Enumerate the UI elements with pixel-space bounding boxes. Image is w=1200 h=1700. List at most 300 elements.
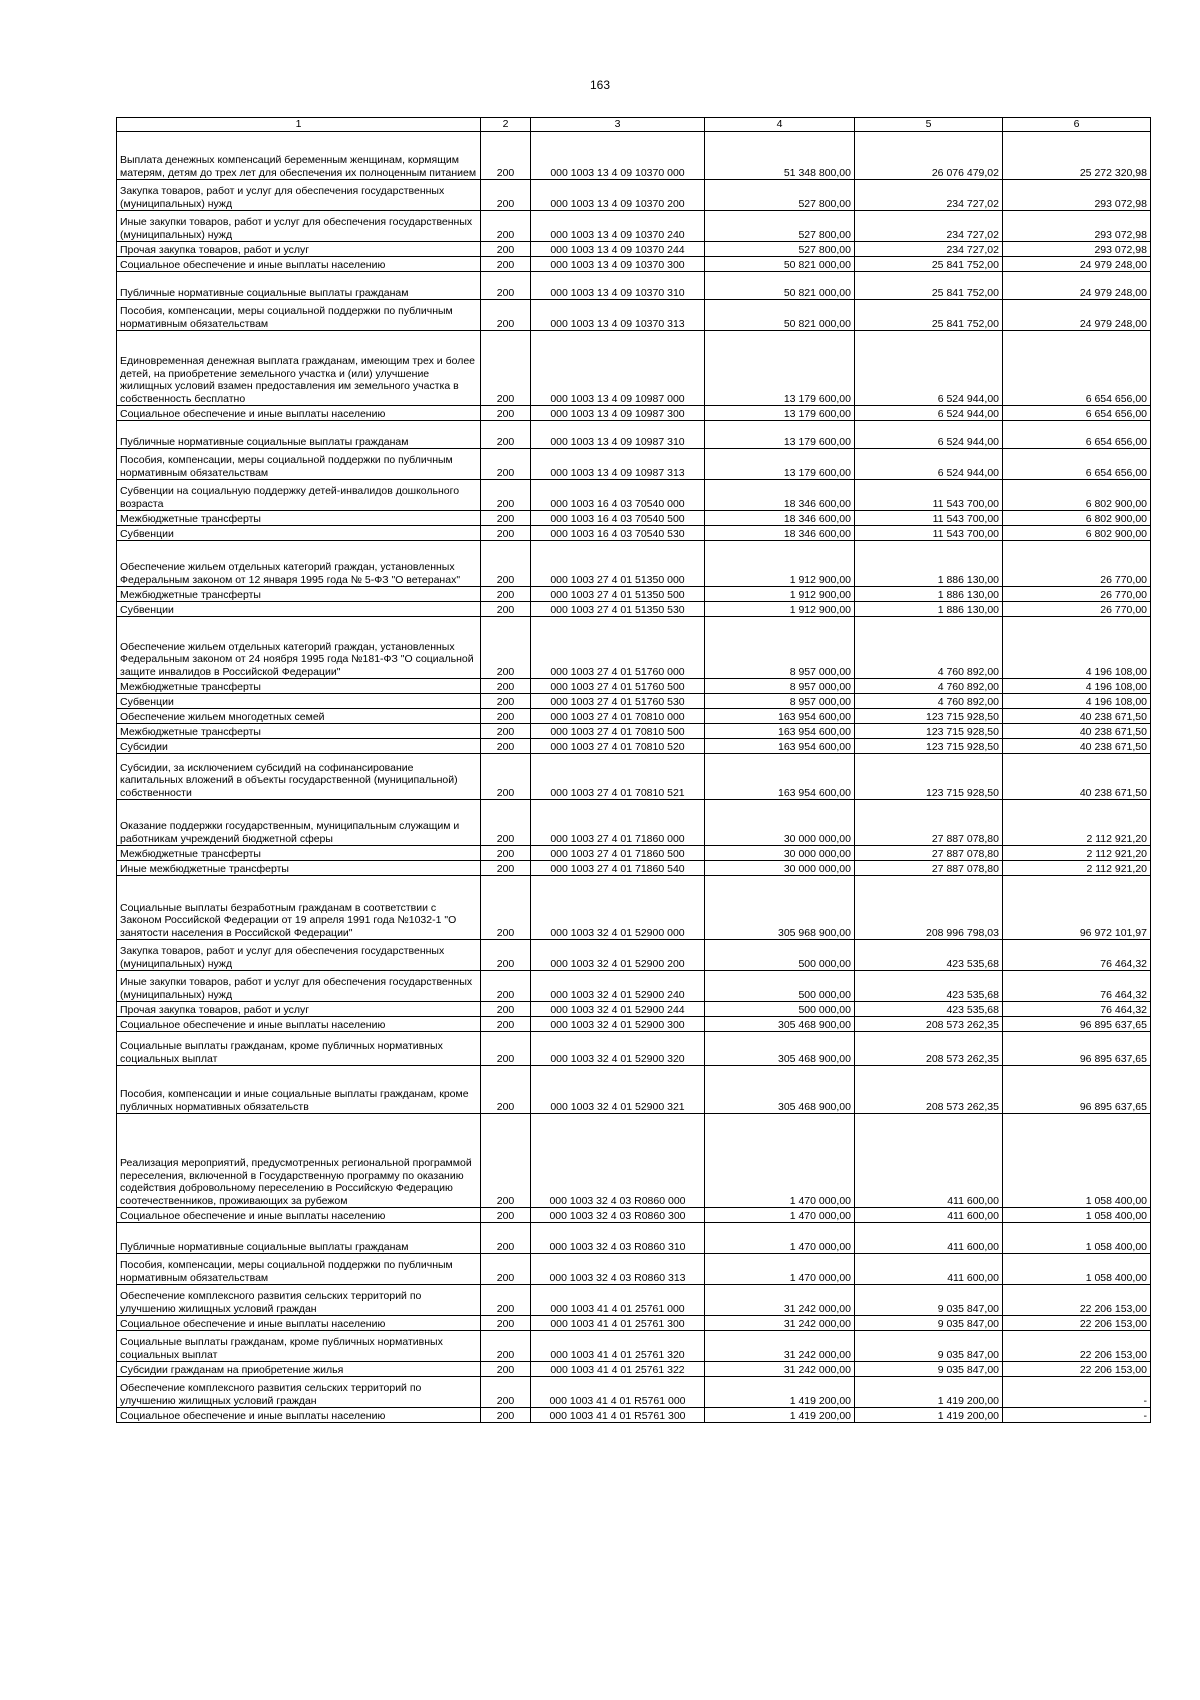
row-budget-code-cell: 000 1003 27 4 01 51350 500 [531, 587, 705, 602]
row-approved-amount-cell: 50 821 000,00 [705, 272, 855, 300]
row-line-code-cell: 200 [481, 1254, 531, 1285]
row-unexecuted-amount-cell: 96 895 637,65 [1003, 1066, 1151, 1114]
row-budget-code-cell: 000 1003 41 4 01 R5761 300 [531, 1408, 705, 1423]
row-name-cell: Социальное обеспечение и иные выплаты населению [117, 406, 481, 421]
table-row [117, 724, 1151, 739]
row-name-cell: Реализация мероприятий, предусмотренных региональной программой переселения, включенной в Государственную программу по оказанию содействия добровольному переселению в Российскую Федерацию соотечественников, проживающих за рубежом [117, 1114, 481, 1208]
row-line-code-cell: 200 [481, 694, 531, 709]
table-row [117, 694, 1151, 709]
row-unexecuted-amount-cell: 1 058 400,00 [1003, 1254, 1151, 1285]
row-budget-code-cell: 000 1003 27 4 01 70810 000 [531, 709, 705, 724]
row-line-code-cell: 200 [481, 617, 531, 679]
row-executed-amount-cell: 423 535,68 [855, 1002, 1003, 1017]
row-budget-code-cell: 000 1003 13 4 09 10370 000 [531, 132, 705, 180]
column-number-header: 2 [481, 118, 531, 132]
row-line-code-cell: 200 [481, 1377, 531, 1408]
row-budget-code-cell: 000 1003 32 4 01 52900 300 [531, 1017, 705, 1032]
row-name-cell: Пособия, компенсации и иные социальные выплаты гражданам, кроме публичных нормативных обязательств [117, 1066, 481, 1114]
row-unexecuted-amount-cell: 25 272 320,98 [1003, 132, 1151, 180]
row-name-cell: Социальное обеспечение и иные выплаты населению [117, 1408, 481, 1423]
row-approved-amount-cell: 1 419 200,00 [705, 1408, 855, 1423]
row-unexecuted-amount-cell: 76 464,32 [1003, 971, 1151, 1002]
row-line-code-cell: 200 [481, 940, 531, 971]
row-budget-code-cell: 000 1003 13 4 09 10370 300 [531, 257, 705, 272]
row-unexecuted-amount-cell: 4 196 108,00 [1003, 679, 1151, 694]
row-approved-amount-cell: 31 242 000,00 [705, 1285, 855, 1316]
row-line-code-cell: 200 [481, 724, 531, 739]
row-executed-amount-cell: 6 524 944,00 [855, 421, 1003, 449]
row-unexecuted-amount-cell: 6 654 656,00 [1003, 421, 1151, 449]
row-approved-amount-cell: 1 912 900,00 [705, 541, 855, 587]
row-name-cell: Социальные выплаты гражданам, кроме публичных нормативных социальных выплат [117, 1331, 481, 1362]
row-approved-amount-cell: 527 800,00 [705, 180, 855, 211]
row-approved-amount-cell: 30 000 000,00 [705, 861, 855, 876]
row-approved-amount-cell: 30 000 000,00 [705, 800, 855, 846]
row-name-cell: Прочая закупка товаров, работ и услуг [117, 242, 481, 257]
row-budget-code-cell: 000 1003 32 4 03 R0860 000 [531, 1114, 705, 1208]
row-name-cell: Публичные нормативные социальные выплаты гражданам [117, 421, 481, 449]
row-line-code-cell: 200 [481, 421, 531, 449]
row-executed-amount-cell: 208 573 262,35 [855, 1032, 1003, 1066]
row-name-cell: Публичные нормативные социальные выплаты гражданам [117, 272, 481, 300]
row-name-cell: Закупка товаров, работ и услуг для обеспечения государственных (муниципальных) нужд [117, 940, 481, 971]
row-executed-amount-cell: 11 543 700,00 [855, 526, 1003, 541]
row-unexecuted-amount-cell: 6 802 900,00 [1003, 511, 1151, 526]
row-line-code-cell: 200 [481, 132, 531, 180]
row-executed-amount-cell: 6 524 944,00 [855, 449, 1003, 480]
column-number-header: 4 [705, 118, 855, 132]
row-name-cell: Выплата денежных компенсаций беременным женщинам, кормящим матерям, детям до трех лет для обеспечения их полноценным питанием [117, 132, 481, 180]
row-name-cell: Межбюджетные трансферты [117, 679, 481, 694]
row-name-cell: Субсидии [117, 739, 481, 754]
row-line-code-cell: 200 [481, 1223, 531, 1254]
row-approved-amount-cell: 8 957 000,00 [705, 679, 855, 694]
table-row [117, 876, 1151, 940]
row-approved-amount-cell: 1 470 000,00 [705, 1223, 855, 1254]
row-approved-amount-cell: 1 470 000,00 [705, 1114, 855, 1208]
row-unexecuted-amount-cell: 293 072,98 [1003, 242, 1151, 257]
row-executed-amount-cell: 411 600,00 [855, 1254, 1003, 1285]
row-executed-amount-cell: 1 886 130,00 [855, 602, 1003, 617]
row-budget-code-cell: 000 1003 13 4 09 10987 300 [531, 406, 705, 421]
row-unexecuted-amount-cell: 6 802 900,00 [1003, 480, 1151, 511]
row-budget-code-cell: 000 1003 27 4 01 51760 000 [531, 617, 705, 679]
row-approved-amount-cell: 305 968 900,00 [705, 876, 855, 940]
row-unexecuted-amount-cell: 22 206 153,00 [1003, 1285, 1151, 1316]
row-budget-code-cell: 000 1003 27 4 01 70810 521 [531, 754, 705, 800]
row-budget-code-cell: 000 1003 32 4 01 52900 320 [531, 1032, 705, 1066]
table-row [117, 1066, 1151, 1114]
row-line-code-cell: 200 [481, 242, 531, 257]
row-approved-amount-cell: 18 346 600,00 [705, 511, 855, 526]
row-unexecuted-amount-cell: 2 112 921,20 [1003, 846, 1151, 861]
row-approved-amount-cell: 163 954 600,00 [705, 724, 855, 739]
row-unexecuted-amount-cell: 24 979 248,00 [1003, 300, 1151, 331]
column-number-header: 6 [1003, 118, 1151, 132]
row-approved-amount-cell: 163 954 600,00 [705, 754, 855, 800]
row-executed-amount-cell: 11 543 700,00 [855, 511, 1003, 526]
table-row [117, 211, 1151, 242]
row-approved-amount-cell: 500 000,00 [705, 1002, 855, 1017]
row-approved-amount-cell: 500 000,00 [705, 940, 855, 971]
row-line-code-cell: 200 [481, 971, 531, 1002]
row-name-cell: Социальное обеспечение и иные выплаты населению [117, 1017, 481, 1032]
row-line-code-cell: 200 [481, 211, 531, 242]
table-row [117, 242, 1151, 257]
row-executed-amount-cell: 25 841 752,00 [855, 272, 1003, 300]
row-budget-code-cell: 000 1003 13 4 09 10987 310 [531, 421, 705, 449]
row-budget-code-cell: 000 1003 13 4 09 10987 000 [531, 331, 705, 406]
row-budget-code-cell: 000 1003 32 4 03 R0860 300 [531, 1208, 705, 1223]
row-unexecuted-amount-cell: 40 238 671,50 [1003, 739, 1151, 754]
row-executed-amount-cell: 208 573 262,35 [855, 1066, 1003, 1114]
row-executed-amount-cell: 27 887 078,80 [855, 846, 1003, 861]
row-name-cell: Обеспечение комплексного развития сельских территорий по улучшению жилищных условий граждан [117, 1285, 481, 1316]
row-line-code-cell: 200 [481, 480, 531, 511]
row-budget-code-cell: 000 1003 27 4 01 71860 500 [531, 846, 705, 861]
row-name-cell: Субвенции на социальную поддержку детей-инвалидов дошкольного возраста [117, 480, 481, 511]
row-approved-amount-cell: 13 179 600,00 [705, 449, 855, 480]
row-name-cell: Межбюджетные трансферты [117, 587, 481, 602]
row-name-cell: Обеспечение жильем отдельных категорий граждан, установленных Федеральным законом от 24 ноября 1995 года №181-ФЗ "О социальной защите инвалидов в Российской Федерации" [117, 617, 481, 679]
row-name-cell: Иные закупки товаров, работ и услуг для обеспечения государственных (муниципальных) нужд [117, 211, 481, 242]
row-executed-amount-cell: 123 715 928,50 [855, 739, 1003, 754]
row-unexecuted-amount-cell: 22 206 153,00 [1003, 1362, 1151, 1377]
row-line-code-cell: 200 [481, 587, 531, 602]
row-budget-code-cell: 000 1003 13 4 09 10987 313 [531, 449, 705, 480]
row-executed-amount-cell: 208 573 262,35 [855, 1017, 1003, 1032]
row-approved-amount-cell: 305 468 900,00 [705, 1032, 855, 1066]
row-approved-amount-cell: 50 821 000,00 [705, 300, 855, 331]
table-row [117, 940, 1151, 971]
column-number-header: 3 [531, 118, 705, 132]
row-budget-code-cell: 000 1003 13 4 09 10370 240 [531, 211, 705, 242]
row-name-cell: Субвенции [117, 526, 481, 541]
row-line-code-cell: 200 [481, 331, 531, 406]
row-approved-amount-cell: 31 242 000,00 [705, 1331, 855, 1362]
row-approved-amount-cell: 18 346 600,00 [705, 526, 855, 541]
row-executed-amount-cell: 9 035 847,00 [855, 1285, 1003, 1316]
row-budget-code-cell: 000 1003 41 4 01 25761 320 [531, 1331, 705, 1362]
row-budget-code-cell: 000 1003 32 4 01 52900 200 [531, 940, 705, 971]
budget-execution-table [116, 117, 1151, 1423]
row-line-code-cell: 200 [481, 1066, 531, 1114]
row-name-cell: Обеспечение комплексного развития сельских территорий по улучшению жилищных условий граждан [117, 1377, 481, 1408]
row-unexecuted-amount-cell: 2 112 921,20 [1003, 861, 1151, 876]
row-name-cell: Субсидии, за исключением субсидий на софинансирование капитальных вложений в объекты государственной (муниципальной) собственности [117, 754, 481, 800]
row-budget-code-cell: 000 1003 27 4 01 51760 530 [531, 694, 705, 709]
table-body [117, 132, 1151, 1423]
row-unexecuted-amount-cell: 40 238 671,50 [1003, 754, 1151, 800]
row-unexecuted-amount-cell: 1 058 400,00 [1003, 1114, 1151, 1208]
row-unexecuted-amount-cell: 76 464,32 [1003, 1002, 1151, 1017]
row-name-cell: Пособия, компенсации, меры социальной поддержки по публичным нормативным обязательствам [117, 449, 481, 480]
row-executed-amount-cell: 4 760 892,00 [855, 694, 1003, 709]
row-unexecuted-amount-cell: 96 895 637,65 [1003, 1017, 1151, 1032]
row-approved-amount-cell: 13 179 600,00 [705, 421, 855, 449]
row-budget-code-cell: 000 1003 13 4 09 10370 244 [531, 242, 705, 257]
row-executed-amount-cell: 4 760 892,00 [855, 617, 1003, 679]
table-row [117, 1114, 1151, 1208]
row-executed-amount-cell: 1 419 200,00 [855, 1377, 1003, 1408]
row-unexecuted-amount-cell: 6 654 656,00 [1003, 331, 1151, 406]
row-executed-amount-cell: 9 035 847,00 [855, 1362, 1003, 1377]
row-budget-code-cell: 000 1003 41 4 01 25761 322 [531, 1362, 705, 1377]
table-row [117, 406, 1151, 421]
row-line-code-cell: 200 [481, 449, 531, 480]
row-executed-amount-cell: 1 419 200,00 [855, 1408, 1003, 1423]
row-line-code-cell: 200 [481, 1362, 531, 1377]
row-approved-amount-cell: 1 470 000,00 [705, 1208, 855, 1223]
row-unexecuted-amount-cell: 1 058 400,00 [1003, 1208, 1151, 1223]
row-budget-code-cell: 000 1003 16 4 03 70540 500 [531, 511, 705, 526]
row-name-cell: Обеспечение жильем отдельных категорий граждан, установленных Федеральным законом от 12 января 1995 года № 5-ФЗ "О ветеранах" [117, 541, 481, 587]
row-line-code-cell: 200 [481, 272, 531, 300]
row-unexecuted-amount-cell: 96 972 101,97 [1003, 876, 1151, 940]
table-row [117, 800, 1151, 846]
table-row [117, 1208, 1151, 1223]
row-executed-amount-cell: 234 727,02 [855, 180, 1003, 211]
row-approved-amount-cell: 50 821 000,00 [705, 257, 855, 272]
row-executed-amount-cell: 234 727,02 [855, 211, 1003, 242]
row-line-code-cell: 200 [481, 861, 531, 876]
row-budget-code-cell: 000 1003 16 4 03 70540 530 [531, 526, 705, 541]
row-budget-code-cell: 000 1003 13 4 09 10370 313 [531, 300, 705, 331]
table-row [117, 861, 1151, 876]
row-name-cell: Субсидии гражданам на приобретение жилья [117, 1362, 481, 1377]
row-budget-code-cell: 000 1003 32 4 01 52900 321 [531, 1066, 705, 1114]
row-executed-amount-cell: 1 886 130,00 [855, 541, 1003, 587]
row-name-cell: Единовременная денежная выплата гражданам, имеющим трех и более детей, на приобретение земельного участка и (или) улучшение жилищных условий взамен предоставления им земельного участка в собственность бесплатно [117, 331, 481, 406]
row-executed-amount-cell: 423 535,68 [855, 971, 1003, 1002]
row-executed-amount-cell: 27 887 078,80 [855, 800, 1003, 846]
row-unexecuted-amount-cell: 22 206 153,00 [1003, 1331, 1151, 1362]
row-line-code-cell: 200 [481, 876, 531, 940]
table-row [117, 1331, 1151, 1362]
row-budget-code-cell: 000 1003 27 4 01 71860 000 [531, 800, 705, 846]
row-line-code-cell: 200 [481, 1331, 531, 1362]
row-name-cell: Закупка товаров, работ и услуг для обеспечения государственных (муниципальных) нужд [117, 180, 481, 211]
table-row [117, 421, 1151, 449]
row-unexecuted-amount-cell: 6 802 900,00 [1003, 526, 1151, 541]
row-line-code-cell: 200 [481, 1408, 531, 1423]
row-unexecuted-amount-cell: - [1003, 1408, 1151, 1423]
row-approved-amount-cell: 527 800,00 [705, 211, 855, 242]
row-budget-code-cell: 000 1003 27 4 01 70810 520 [531, 739, 705, 754]
row-approved-amount-cell: 1 912 900,00 [705, 602, 855, 617]
row-unexecuted-amount-cell: 76 464,32 [1003, 940, 1151, 971]
row-executed-amount-cell: 6 524 944,00 [855, 406, 1003, 421]
row-budget-code-cell: 000 1003 41 4 01 25761 300 [531, 1316, 705, 1331]
row-line-code-cell: 200 [481, 846, 531, 861]
row-unexecuted-amount-cell: 22 206 153,00 [1003, 1316, 1151, 1331]
row-executed-amount-cell: 6 524 944,00 [855, 331, 1003, 406]
row-line-code-cell: 200 [481, 1032, 531, 1066]
row-name-cell: Социальные выплаты безработным гражданам в соответствии с Законом Российской Федерации от 19 апреля 1991 года №1032-1 "О занятости населения в Российской Федерации" [117, 876, 481, 940]
row-approved-amount-cell: 18 346 600,00 [705, 480, 855, 511]
row-approved-amount-cell: 1 470 000,00 [705, 1254, 855, 1285]
row-unexecuted-amount-cell: - [1003, 1377, 1151, 1408]
row-line-code-cell: 200 [481, 511, 531, 526]
table-row [117, 511, 1151, 526]
row-line-code-cell: 200 [481, 1285, 531, 1316]
row-unexecuted-amount-cell: 6 654 656,00 [1003, 406, 1151, 421]
row-line-code-cell: 200 [481, 800, 531, 846]
row-line-code-cell: 200 [481, 1017, 531, 1032]
row-executed-amount-cell: 411 600,00 [855, 1114, 1003, 1208]
row-approved-amount-cell: 31 242 000,00 [705, 1362, 855, 1377]
row-executed-amount-cell: 9 035 847,00 [855, 1331, 1003, 1362]
row-budget-code-cell: 000 1003 27 4 01 70810 500 [531, 724, 705, 739]
row-executed-amount-cell: 123 715 928,50 [855, 754, 1003, 800]
row-name-cell: Пособия, компенсации, меры социальной поддержки по публичным нормативным обязательствам [117, 1254, 481, 1285]
row-unexecuted-amount-cell: 4 196 108,00 [1003, 694, 1151, 709]
row-name-cell: Публичные нормативные социальные выплаты гражданам [117, 1223, 481, 1254]
row-name-cell: Социальное обеспечение и иные выплаты населению [117, 1316, 481, 1331]
table-row [117, 971, 1151, 1002]
row-unexecuted-amount-cell: 6 654 656,00 [1003, 449, 1151, 480]
row-budget-code-cell: 000 1003 32 4 03 R0860 313 [531, 1254, 705, 1285]
row-executed-amount-cell: 27 887 078,80 [855, 861, 1003, 876]
row-unexecuted-amount-cell: 293 072,98 [1003, 180, 1151, 211]
row-line-code-cell: 200 [481, 1316, 531, 1331]
row-line-code-cell: 200 [481, 709, 531, 724]
row-budget-code-cell: 000 1003 16 4 03 70540 000 [531, 480, 705, 511]
row-budget-code-cell: 000 1003 27 4 01 51760 500 [531, 679, 705, 694]
row-name-cell: Прочая закупка товаров, работ и услуг [117, 1002, 481, 1017]
table-row [117, 1362, 1151, 1377]
row-executed-amount-cell: 123 715 928,50 [855, 709, 1003, 724]
row-name-cell: Оказание поддержки государственным, муниципальным служащим и работникам учреждений бюджетной сферы [117, 800, 481, 846]
table-row [117, 449, 1151, 480]
row-budget-code-cell: 000 1003 41 4 01 R5761 000 [531, 1377, 705, 1408]
row-approved-amount-cell: 13 179 600,00 [705, 406, 855, 421]
row-unexecuted-amount-cell: 24 979 248,00 [1003, 272, 1151, 300]
row-approved-amount-cell: 8 957 000,00 [705, 694, 855, 709]
row-unexecuted-amount-cell: 2 112 921,20 [1003, 800, 1151, 846]
table-row [117, 300, 1151, 331]
row-budget-code-cell: 000 1003 13 4 09 10370 310 [531, 272, 705, 300]
row-executed-amount-cell: 25 841 752,00 [855, 257, 1003, 272]
column-number-header: 1 [117, 118, 481, 132]
table-row [117, 272, 1151, 300]
row-unexecuted-amount-cell: 26 770,00 [1003, 602, 1151, 617]
table-row [117, 739, 1151, 754]
row-executed-amount-cell: 4 760 892,00 [855, 679, 1003, 694]
row-approved-amount-cell: 8 957 000,00 [705, 617, 855, 679]
column-number-header: 5 [855, 118, 1003, 132]
row-name-cell: Межбюджетные трансферты [117, 511, 481, 526]
table-row [117, 331, 1151, 406]
row-executed-amount-cell: 423 535,68 [855, 940, 1003, 971]
row-approved-amount-cell: 1 419 200,00 [705, 1377, 855, 1408]
row-approved-amount-cell: 30 000 000,00 [705, 846, 855, 861]
table-row [117, 587, 1151, 602]
row-unexecuted-amount-cell: 4 196 108,00 [1003, 617, 1151, 679]
column-number-row [117, 118, 1151, 132]
table-row [117, 709, 1151, 724]
row-budget-code-cell: 000 1003 32 4 01 52900 240 [531, 971, 705, 1002]
table-row [117, 132, 1151, 180]
row-budget-code-cell: 000 1003 27 4 01 51350 000 [531, 541, 705, 587]
row-approved-amount-cell: 163 954 600,00 [705, 739, 855, 754]
table-row [117, 257, 1151, 272]
table-row [117, 1032, 1151, 1066]
row-executed-amount-cell: 234 727,02 [855, 242, 1003, 257]
row-name-cell: Социальное обеспечение и иные выплаты населению [117, 257, 481, 272]
row-name-cell: Пособия, компенсации, меры социальной поддержки по публичным нормативным обязательствам [117, 300, 481, 331]
row-approved-amount-cell: 163 954 600,00 [705, 709, 855, 724]
table-row [117, 1254, 1151, 1285]
row-budget-code-cell: 000 1003 41 4 01 25761 000 [531, 1285, 705, 1316]
row-unexecuted-amount-cell: 96 895 637,65 [1003, 1032, 1151, 1066]
row-line-code-cell: 200 [481, 754, 531, 800]
row-line-code-cell: 200 [481, 257, 531, 272]
row-executed-amount-cell: 411 600,00 [855, 1223, 1003, 1254]
row-budget-code-cell: 000 1003 27 4 01 71860 540 [531, 861, 705, 876]
row-approved-amount-cell: 13 179 600,00 [705, 331, 855, 406]
row-unexecuted-amount-cell: 1 058 400,00 [1003, 1223, 1151, 1254]
table-row [117, 1002, 1151, 1017]
row-unexecuted-amount-cell: 24 979 248,00 [1003, 257, 1151, 272]
table-row [117, 480, 1151, 511]
row-unexecuted-amount-cell: 26 770,00 [1003, 541, 1151, 587]
row-line-code-cell: 200 [481, 1114, 531, 1208]
row-budget-code-cell: 000 1003 13 4 09 10370 200 [531, 180, 705, 211]
row-budget-code-cell: 000 1003 27 4 01 51350 530 [531, 602, 705, 617]
row-name-cell: Межбюджетные трансферты [117, 724, 481, 739]
row-budget-code-cell: 000 1003 32 4 01 52900 244 [531, 1002, 705, 1017]
row-name-cell: Социальное обеспечение и иные выплаты населению [117, 1208, 481, 1223]
table-row [117, 1017, 1151, 1032]
table-row [117, 541, 1151, 587]
table-row [117, 846, 1151, 861]
page-number: 163 [589, 78, 611, 92]
row-executed-amount-cell: 411 600,00 [855, 1208, 1003, 1223]
row-name-cell: Субвенции [117, 694, 481, 709]
row-executed-amount-cell: 9 035 847,00 [855, 1316, 1003, 1331]
row-executed-amount-cell: 26 076 479,02 [855, 132, 1003, 180]
row-executed-amount-cell: 1 886 130,00 [855, 587, 1003, 602]
row-line-code-cell: 200 [481, 1208, 531, 1223]
row-executed-amount-cell: 123 715 928,50 [855, 724, 1003, 739]
table-row [117, 617, 1151, 679]
row-approved-amount-cell: 1 912 900,00 [705, 587, 855, 602]
row-approved-amount-cell: 527 800,00 [705, 242, 855, 257]
table-row [117, 526, 1151, 541]
row-approved-amount-cell: 500 000,00 [705, 971, 855, 1002]
table-row [117, 602, 1151, 617]
table-row [117, 1377, 1151, 1408]
row-approved-amount-cell: 31 242 000,00 [705, 1316, 855, 1331]
row-executed-amount-cell: 208 996 798,03 [855, 876, 1003, 940]
table-row [117, 754, 1151, 800]
table-row [117, 679, 1151, 694]
row-line-code-cell: 200 [481, 300, 531, 331]
row-unexecuted-amount-cell: 40 238 671,50 [1003, 724, 1151, 739]
table-row [117, 180, 1151, 211]
row-line-code-cell: 200 [481, 739, 531, 754]
row-name-cell: Межбюджетные трансферты [117, 846, 481, 861]
row-unexecuted-amount-cell: 40 238 671,50 [1003, 709, 1151, 724]
table-row [117, 1408, 1151, 1423]
row-line-code-cell: 200 [481, 679, 531, 694]
row-budget-code-cell: 000 1003 32 4 01 52900 000 [531, 876, 705, 940]
row-approved-amount-cell: 305 468 900,00 [705, 1066, 855, 1114]
row-line-code-cell: 200 [481, 180, 531, 211]
row-line-code-cell: 200 [481, 406, 531, 421]
row-unexecuted-amount-cell: 293 072,98 [1003, 211, 1151, 242]
